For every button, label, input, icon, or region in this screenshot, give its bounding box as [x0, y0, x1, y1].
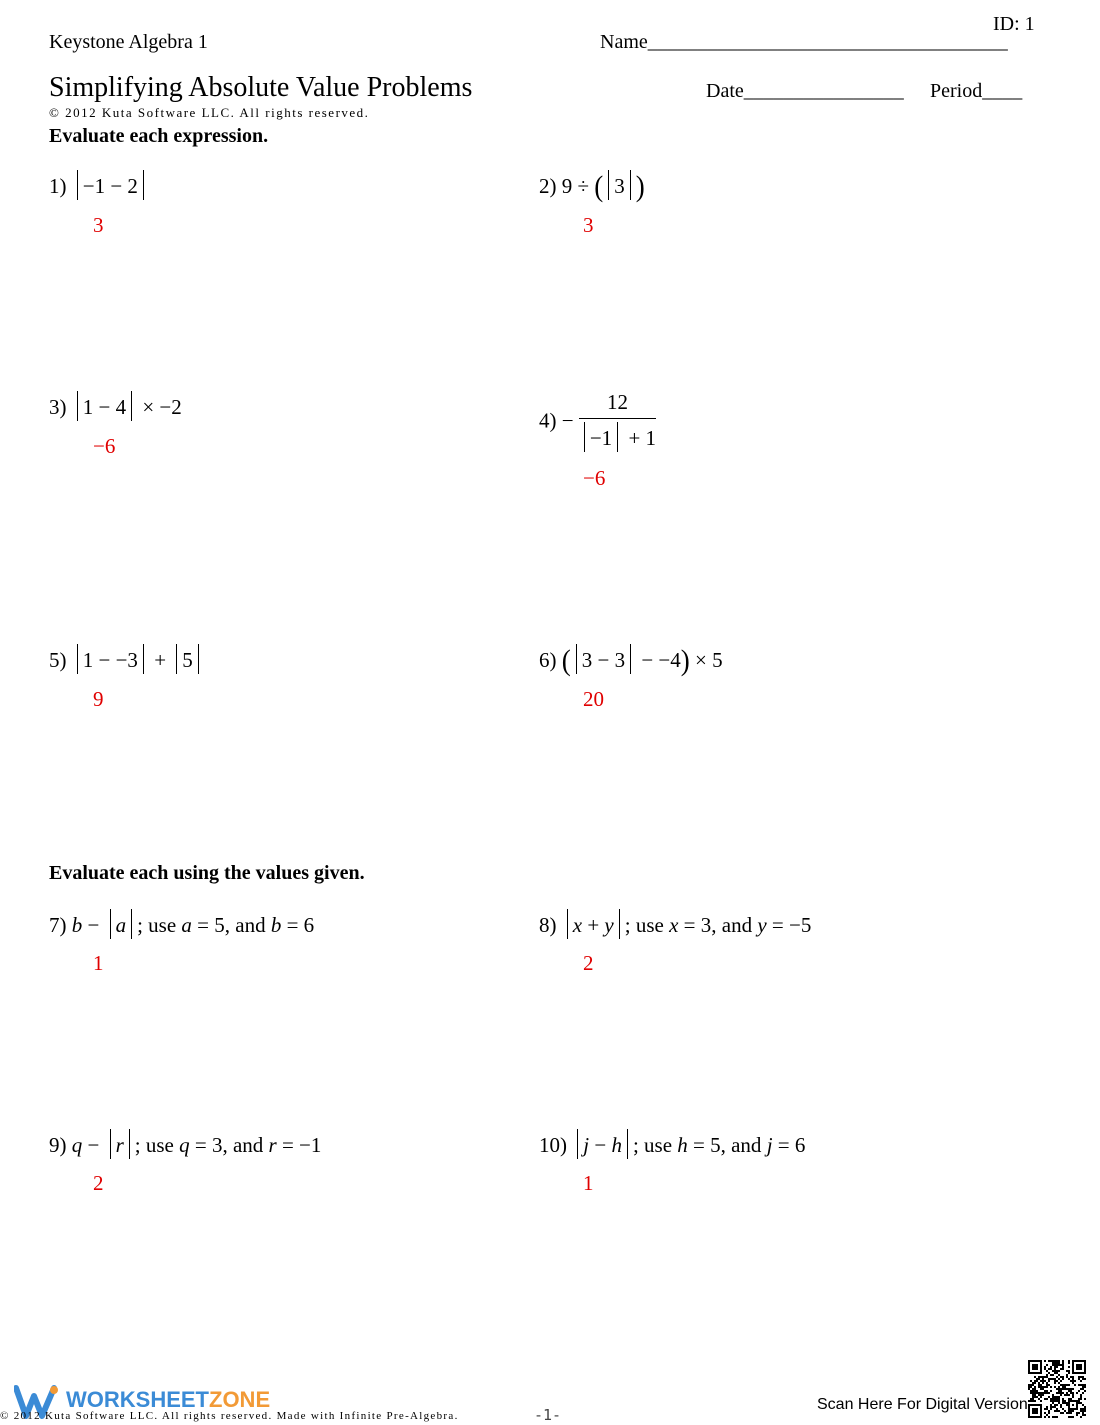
- problem-4: [539, 390, 656, 452]
- denominator: [579, 419, 656, 452]
- problem-9: [49, 1129, 321, 1159]
- expression-part: ; use: [632, 1133, 678, 1157]
- abs-bar: [576, 644, 577, 674]
- expression-part: 1 − 4: [82, 395, 127, 419]
- abs-bar: [630, 644, 631, 674]
- expression-part: −1 − 2: [82, 174, 138, 198]
- abs-bar: [77, 644, 78, 674]
- problem-number: 10): [539, 1133, 567, 1157]
- variable: y: [757, 913, 767, 937]
- brand-text: WORKSHEET: [66, 1387, 209, 1412]
- course-name: Keystone Algebra 1: [49, 31, 208, 53]
- variable: b: [270, 913, 282, 937]
- abs-bar: [608, 170, 609, 200]
- variable: j: [583, 1133, 590, 1157]
- problem-number: 4): [539, 408, 557, 433]
- variable: r: [268, 1133, 277, 1157]
- operator: −: [82, 1133, 105, 1157]
- abs-bar: [567, 909, 568, 939]
- date-field[interactable]: Date________________: [706, 80, 904, 102]
- abs-bar: [584, 422, 585, 452]
- variable: b: [71, 913, 83, 937]
- variable: a: [181, 913, 192, 937]
- variable: q: [179, 1133, 190, 1157]
- abs-bar: [131, 909, 132, 939]
- expression-part: −: [561, 408, 574, 433]
- answer-3: −6: [93, 434, 116, 458]
- expression-part: 3: [614, 174, 625, 198]
- answer-8: 2: [583, 951, 594, 975]
- problem-number: 5): [49, 648, 67, 672]
- abs-bar: [110, 1129, 111, 1159]
- footer-copyright: © 2012 Kuta Software LLC. All rights reserved. Made with Infinite Pre-Algebra.: [0, 1410, 459, 1422]
- answer-9: 2: [93, 1171, 104, 1195]
- variable: q: [71, 1133, 83, 1157]
- expression-part: = 3, and: [678, 913, 758, 937]
- answer-7: 1: [93, 951, 104, 975]
- problem-6: [539, 644, 723, 676]
- variable: j: [766, 1133, 773, 1157]
- answer-2: 3: [583, 213, 594, 237]
- expression-part: − −4: [636, 648, 681, 672]
- page-title: Simplifying Absolute Value Problems: [49, 72, 473, 103]
- expression-part: −1: [589, 426, 613, 450]
- problem-1: [49, 170, 149, 200]
- expression-part: = 6: [772, 1133, 806, 1157]
- problem-7: [49, 909, 314, 939]
- problem-number: 1): [49, 174, 67, 198]
- expression-part: = 3, and: [189, 1133, 269, 1157]
- paren-close: ): [680, 643, 690, 677]
- abs-bar: [630, 170, 631, 200]
- problem-number: 8): [539, 913, 557, 937]
- operator: −: [82, 913, 105, 937]
- page-number: -1-: [534, 1406, 562, 1424]
- expression-part: ; use: [624, 913, 670, 937]
- abs-bar: [143, 644, 144, 674]
- numerator: 12: [579, 390, 656, 419]
- expression-part: 9 ÷: [561, 174, 595, 198]
- variable: x: [669, 913, 679, 937]
- qr-code-icon[interactable]: [1028, 1360, 1086, 1418]
- answer-1: 3: [93, 213, 104, 237]
- problem-10: [539, 1129, 805, 1159]
- problem-8: [539, 909, 811, 939]
- problem-2: [539, 170, 645, 202]
- abs-bar: [176, 644, 177, 674]
- answer-4: −6: [583, 466, 606, 490]
- fraction: [579, 390, 656, 452]
- problem-number: 9): [49, 1133, 67, 1157]
- period-field[interactable]: Period____: [930, 80, 1023, 102]
- abs-bar: [143, 170, 144, 200]
- abs-bar: [627, 1129, 628, 1159]
- problem-number: 7): [49, 913, 67, 937]
- expression-part: +: [148, 648, 172, 672]
- operator: −: [589, 1133, 612, 1157]
- variable: h: [677, 1133, 688, 1157]
- brand-text-zone: ZONE: [209, 1387, 271, 1412]
- expression-part: = −1: [276, 1133, 322, 1157]
- section-heading: Evaluate each expression.: [49, 125, 269, 147]
- answer-10: 1: [583, 1171, 594, 1195]
- expression-part: 3 − 3: [581, 648, 626, 672]
- variable: a: [115, 913, 127, 937]
- expression-part: ; use: [134, 1133, 180, 1157]
- variable: h: [611, 1133, 622, 1157]
- expression-part: ; use: [137, 913, 182, 937]
- problem-3: [49, 391, 182, 421]
- section-heading: Evaluate each using the values given.: [49, 862, 365, 884]
- name-field[interactable]: Name____________________________________: [600, 31, 1008, 53]
- expression-part: 1 − −3: [82, 648, 138, 672]
- copyright-line: © 2012 Kuta Software LLC. All rights reserved.: [49, 105, 370, 120]
- expression-part: + 1: [623, 426, 657, 450]
- expression-part: = 5, and: [687, 1133, 767, 1157]
- abs-bar: [110, 909, 111, 939]
- operator: +: [582, 913, 605, 937]
- abs-bar: [577, 1129, 578, 1159]
- answer-5: 9: [93, 687, 104, 711]
- abs-bar: [129, 1129, 130, 1159]
- scan-label: Scan Here For Digital Version: [817, 1396, 1028, 1413]
- abs-bar: [619, 909, 620, 939]
- expression-part: = 5, and: [191, 913, 271, 937]
- expression-part: 5: [182, 648, 193, 672]
- variable: x: [572, 913, 583, 937]
- abs-bar: [131, 391, 132, 421]
- answer-6: 20: [583, 687, 604, 711]
- problem-number: 6): [539, 648, 557, 672]
- problem-5: [49, 644, 204, 674]
- variable: y: [604, 913, 614, 937]
- problem-number: 2): [539, 174, 557, 198]
- abs-bar: [77, 391, 78, 421]
- expression-part: = −5: [766, 913, 812, 937]
- worksheet-id: ID: 1: [993, 13, 1035, 35]
- expression-part: × 5: [689, 648, 723, 672]
- paren-open: (: [594, 169, 604, 203]
- problem-number: 3): [49, 395, 67, 419]
- abs-bar: [617, 422, 618, 452]
- expression-part: × −2: [137, 395, 182, 419]
- abs-bar: [198, 644, 199, 674]
- expression-part: = 6: [281, 913, 315, 937]
- paren-close: ): [635, 169, 645, 203]
- variable: r: [115, 1133, 124, 1157]
- paren-open: (: [561, 643, 571, 677]
- abs-bar: [77, 170, 78, 200]
